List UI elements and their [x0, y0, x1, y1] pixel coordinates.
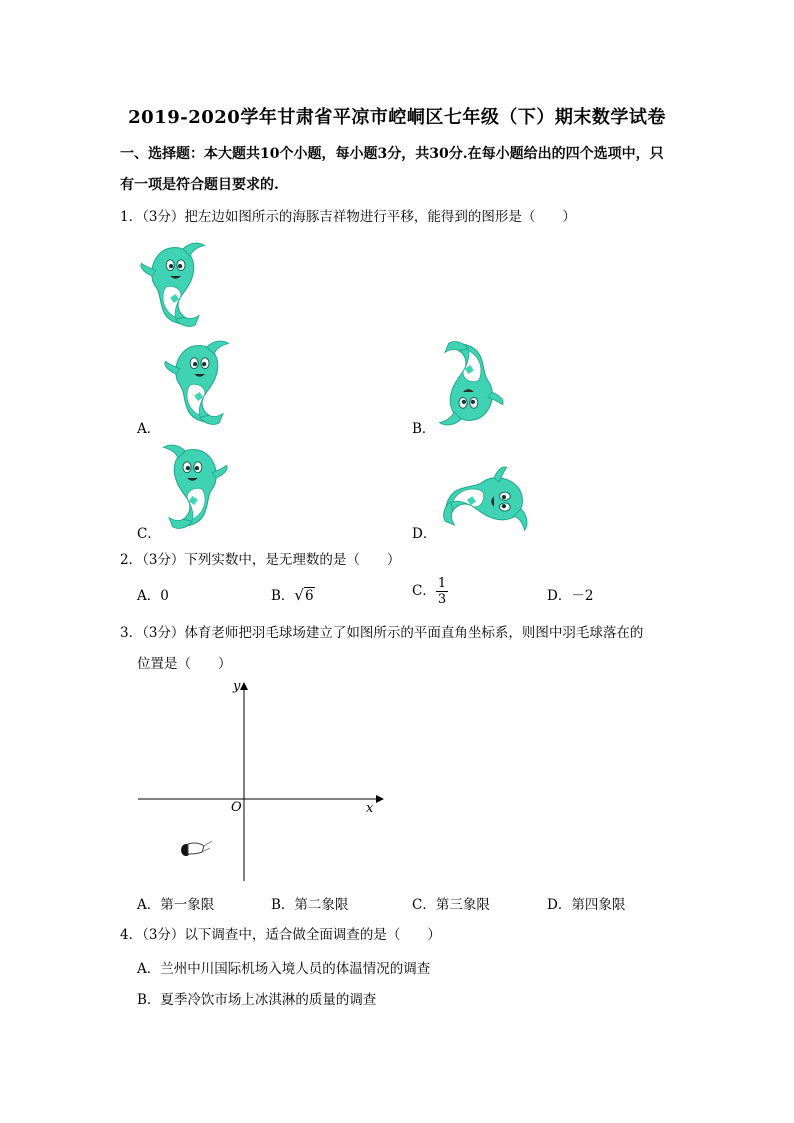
dolphin-option-b-image[interactable] — [436, 338, 508, 428]
dolphin-reference-image — [136, 240, 208, 330]
fraction-numerator: 1 — [437, 576, 447, 591]
y-axis-label: y — [233, 679, 241, 694]
dolphin-option-c-image[interactable] — [160, 442, 232, 532]
origin-label: O — [231, 800, 242, 815]
question-2-stem: 2．（3分）下列实数中，是无理数的是（ ） — [120, 552, 401, 568]
sqrt-radicand: 6 — [304, 588, 314, 604]
section-heading-line1: 一、选择题：本大题共10个小题，每小题3分，共30分.在每小题给出的四个选项中，只 — [120, 146, 664, 162]
dolphin-option-a-image[interactable] — [160, 338, 232, 428]
shuttlecock-icon — [181, 841, 212, 856]
question-2-option-c[interactable] — [412, 576, 448, 607]
section-heading-line2: 有一项是符合题目要求的. — [120, 177, 279, 193]
question-4-option-b[interactable]: B．夏季冷饮市场上冰淇淋的质量的调查 — [137, 992, 377, 1008]
sqrt-symbol: √ — [294, 586, 304, 604]
question-3-option-c[interactable]: C．第三象限 — [412, 897, 490, 913]
y-axis-arrow — [240, 682, 248, 690]
page-title: 2019-2020学年甘肃省平凉市崆峒区七年级（下）期末数学试卷 — [128, 107, 666, 128]
question-3-option-b[interactable]: B．第二象限 — [271, 897, 349, 913]
question-3-option-a[interactable]: A．第一象限 — [137, 897, 215, 913]
question-1-option-d[interactable]: D． — [412, 526, 437, 542]
question-2-option-d[interactable]: D．－2 — [547, 588, 594, 604]
question-4-stem: 4．（3分）以下调查中，适合做全面调查的是（ ） — [120, 927, 441, 943]
coordinate-plane-figure — [130, 676, 390, 886]
x-axis-arrow — [376, 795, 384, 803]
fraction — [436, 576, 448, 607]
question-3-stem-line2: 位置是（ ） — [137, 656, 232, 672]
question-2-option-b[interactable] — [271, 584, 315, 604]
x-axis-label: x — [366, 801, 374, 816]
option-b-label: B． — [271, 588, 295, 604]
option-c-label: C． — [412, 583, 436, 599]
question-1-option-b[interactable]: B． — [412, 421, 436, 437]
question-1-stem: 1．（3分）把左边如图所示的海豚吉祥物进行平移，能得到的图形是（ ） — [120, 209, 576, 225]
question-1-option-a[interactable]: A． — [137, 421, 161, 437]
fraction-denominator: 3 — [437, 592, 447, 607]
question-1-option-c[interactable]: C． — [137, 526, 161, 542]
dolphin-option-d-image[interactable] — [440, 462, 530, 534]
question-3-option-d[interactable]: D．第四象限 — [547, 897, 626, 913]
question-2-option-a[interactable]: A．0 — [137, 588, 169, 604]
question-3-stem-line1: 3．（3分）体育老师把羽毛球场建立了如图所示的平面直角坐标系，则图中羽毛球落在的 — [120, 625, 644, 641]
question-4-option-a[interactable]: A．兰州中川国际机场入境人员的体温情况的调查 — [137, 961, 431, 977]
